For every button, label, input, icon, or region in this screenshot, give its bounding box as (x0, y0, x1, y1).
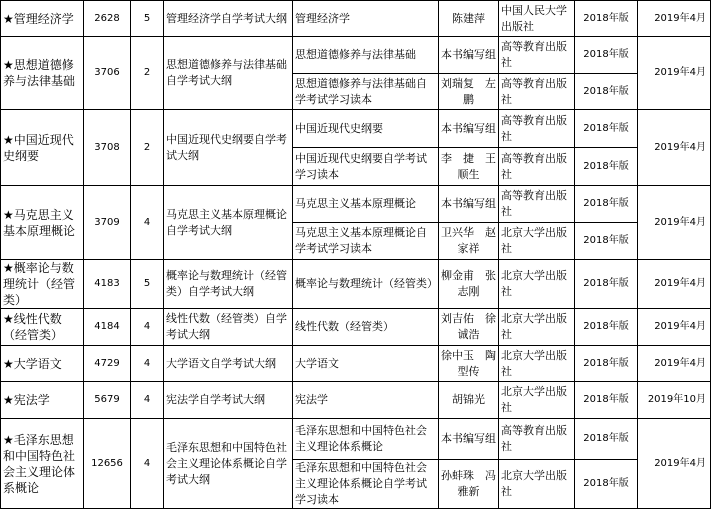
book-version: 2018年版 (575, 382, 638, 419)
course-name: ★大学语文 (1, 346, 84, 382)
course-syllabus: 概率论与数理统计（经管类）自学考试大纲 (164, 260, 293, 309)
exam-date: 2019年4月 (638, 37, 711, 110)
book-version: 2018年版 (575, 186, 638, 223)
book-title: 线性代数（经管类） (293, 309, 439, 346)
book-version: 2018年版 (575, 223, 638, 260)
book-version: 2018年版 (575, 148, 638, 186)
book-version: 2018年版 (575, 1, 638, 37)
book-publisher: 北京大学出版社 (499, 309, 575, 346)
course-code: 4183 (84, 260, 131, 309)
exam-date: 2019年4月 (638, 260, 711, 309)
course-code: 5679 (84, 382, 131, 419)
book-title: 管理经济学 (293, 1, 439, 37)
course-code: 2628 (84, 1, 131, 37)
book-version: 2018年版 (575, 260, 638, 309)
course-code: 12656 (84, 419, 131, 509)
course-name: ★管理经济学 (1, 1, 84, 37)
book-publisher: 北京大学出版社 (499, 382, 575, 419)
course-syllabus: 宪法学自学考试大纲 (164, 382, 293, 419)
book-version: 2018年版 (575, 110, 638, 148)
course-code: 4184 (84, 309, 131, 346)
book-publisher: 北京大学出版社 (499, 460, 575, 509)
course-code: 4729 (84, 346, 131, 382)
course-syllabus: 思想道德修养与法律基础自学考试大纲 (164, 37, 293, 110)
book-title: 概率论与数理统计（经管类） (293, 260, 439, 309)
book-title: 毛泽东思想和中国特色社会主义理论体系概论 (293, 419, 439, 460)
book-author: 本书编写组 (439, 37, 499, 74)
course-credit: 4 (131, 309, 164, 346)
book-version: 2018年版 (575, 74, 638, 110)
exam-date: 2019年4月 (638, 186, 711, 260)
book-author: 刘吉佑 徐诚浩 (439, 309, 499, 346)
table-body (1, 1, 711, 509)
course-name: ★马克思主义基本原理概论 (1, 186, 84, 260)
exam-date: 2019年4月 (638, 1, 711, 37)
course-name: ★概率论与数理统计（经管类） (1, 260, 84, 309)
course-syllabus: 大学语文自学考试大纲 (164, 346, 293, 382)
course-credit: 5 (131, 1, 164, 37)
book-publisher: 高等教育出版社 (499, 419, 575, 460)
book-title: 中国近现代史纲要 (293, 110, 439, 148)
course-syllabus: 线性代数（经管类）自学考试大纲 (164, 309, 293, 346)
book-title: 马克思主义基本原理概论自学考试学习读本 (293, 223, 439, 260)
book-author: 孙蚌珠 冯雅新 (439, 460, 499, 509)
book-author: 徐中玉 陶型传 (439, 346, 499, 382)
course-credit: 2 (131, 110, 164, 186)
book-publisher: 高等教育出版社 (499, 148, 575, 186)
course-code: 3709 (84, 186, 131, 260)
book-title: 思想道德修养与法律基础自学考试学习读本 (293, 74, 439, 110)
book-version: 2018年版 (575, 309, 638, 346)
book-version: 2018年版 (575, 346, 638, 382)
course-syllabus: 管理经济学自学考试大纲 (164, 1, 293, 37)
table-row (1, 309, 711, 346)
course-credit: 4 (131, 346, 164, 382)
course-name: ★中国近现代史纲要 (1, 110, 84, 186)
course-name: ★思想道德修养与法律基础 (1, 37, 84, 110)
book-author: 李 捷 王顺生 (439, 148, 499, 186)
table-row (1, 346, 711, 382)
book-author: 柳金甫 张志刚 (439, 260, 499, 309)
book-title: 中国近现代史纲要自学考试学习读本 (293, 148, 439, 186)
table-row (1, 260, 711, 309)
book-version: 2018年版 (575, 460, 638, 509)
book-author: 陈建萍 (439, 1, 499, 37)
book-publisher: 高等教育出版社 (499, 186, 575, 223)
book-publisher: 高等教育出版社 (499, 110, 575, 148)
book-publisher: 中国人民大学出版社 (499, 1, 575, 37)
book-author: 本书编写组 (439, 419, 499, 460)
book-title: 宪法学 (293, 382, 439, 419)
table-row (1, 110, 711, 148)
course-credit: 2 (131, 37, 164, 110)
course-syllabus: 中国近现代史纲要自学考试大纲 (164, 110, 293, 186)
course-syllabus: 马克思主义基本原理概论自学考试大纲 (164, 186, 293, 260)
table-row (1, 1, 711, 37)
exam-date: 2019年4月 (638, 110, 711, 186)
course-name: ★宪法学 (1, 382, 84, 419)
book-title: 毛泽东思想和中国特色社会主义理论体系概论自学考试学习读本 (293, 460, 439, 509)
course-syllabus: 毛泽东思想和中国特色社会主义理论体系概论自学考试大纲 (164, 419, 293, 509)
table-row (1, 37, 711, 74)
course-credit: 4 (131, 382, 164, 419)
table-row (1, 382, 711, 419)
book-version: 2018年版 (575, 37, 638, 74)
book-author: 本书编写组 (439, 186, 499, 223)
book-title: 思想道德修养与法律基础 (293, 37, 439, 74)
book-publisher: 高等教育出版社 (499, 74, 575, 110)
book-author: 卫兴华 赵家祥 (439, 223, 499, 260)
exam-date: 2019年10月 (638, 382, 711, 419)
book-publisher: 北京大学出版社 (499, 223, 575, 260)
book-version: 2018年版 (575, 419, 638, 460)
course-name: ★线性代数（经管类） (1, 309, 84, 346)
book-title: 大学语文 (293, 346, 439, 382)
book-author: 胡锦光 (439, 382, 499, 419)
course-name: ★毛泽东思想和中国特色社会主义理论体系概论 (1, 419, 84, 509)
book-author: 本书编写组 (439, 110, 499, 148)
book-title: 马克思主义基本原理概论 (293, 186, 439, 223)
book-publisher: 北京大学出版社 (499, 346, 575, 382)
book-publisher: 北京大学出版社 (499, 260, 575, 309)
exam-date: 2019年4月 (638, 309, 711, 346)
course-credit: 4 (131, 186, 164, 260)
book-author: 刘瑞复 左 鹏 (439, 74, 499, 110)
exam-date: 2019年4月 (638, 419, 711, 509)
exam-date: 2019年4月 (638, 346, 711, 382)
course-credit: 5 (131, 260, 164, 309)
book-publisher: 高等教育出版社 (499, 37, 575, 74)
table-row (1, 419, 711, 460)
course-code: 3706 (84, 37, 131, 110)
course-code: 3708 (84, 110, 131, 186)
table-row (1, 186, 711, 223)
course-credit: 4 (131, 419, 164, 509)
